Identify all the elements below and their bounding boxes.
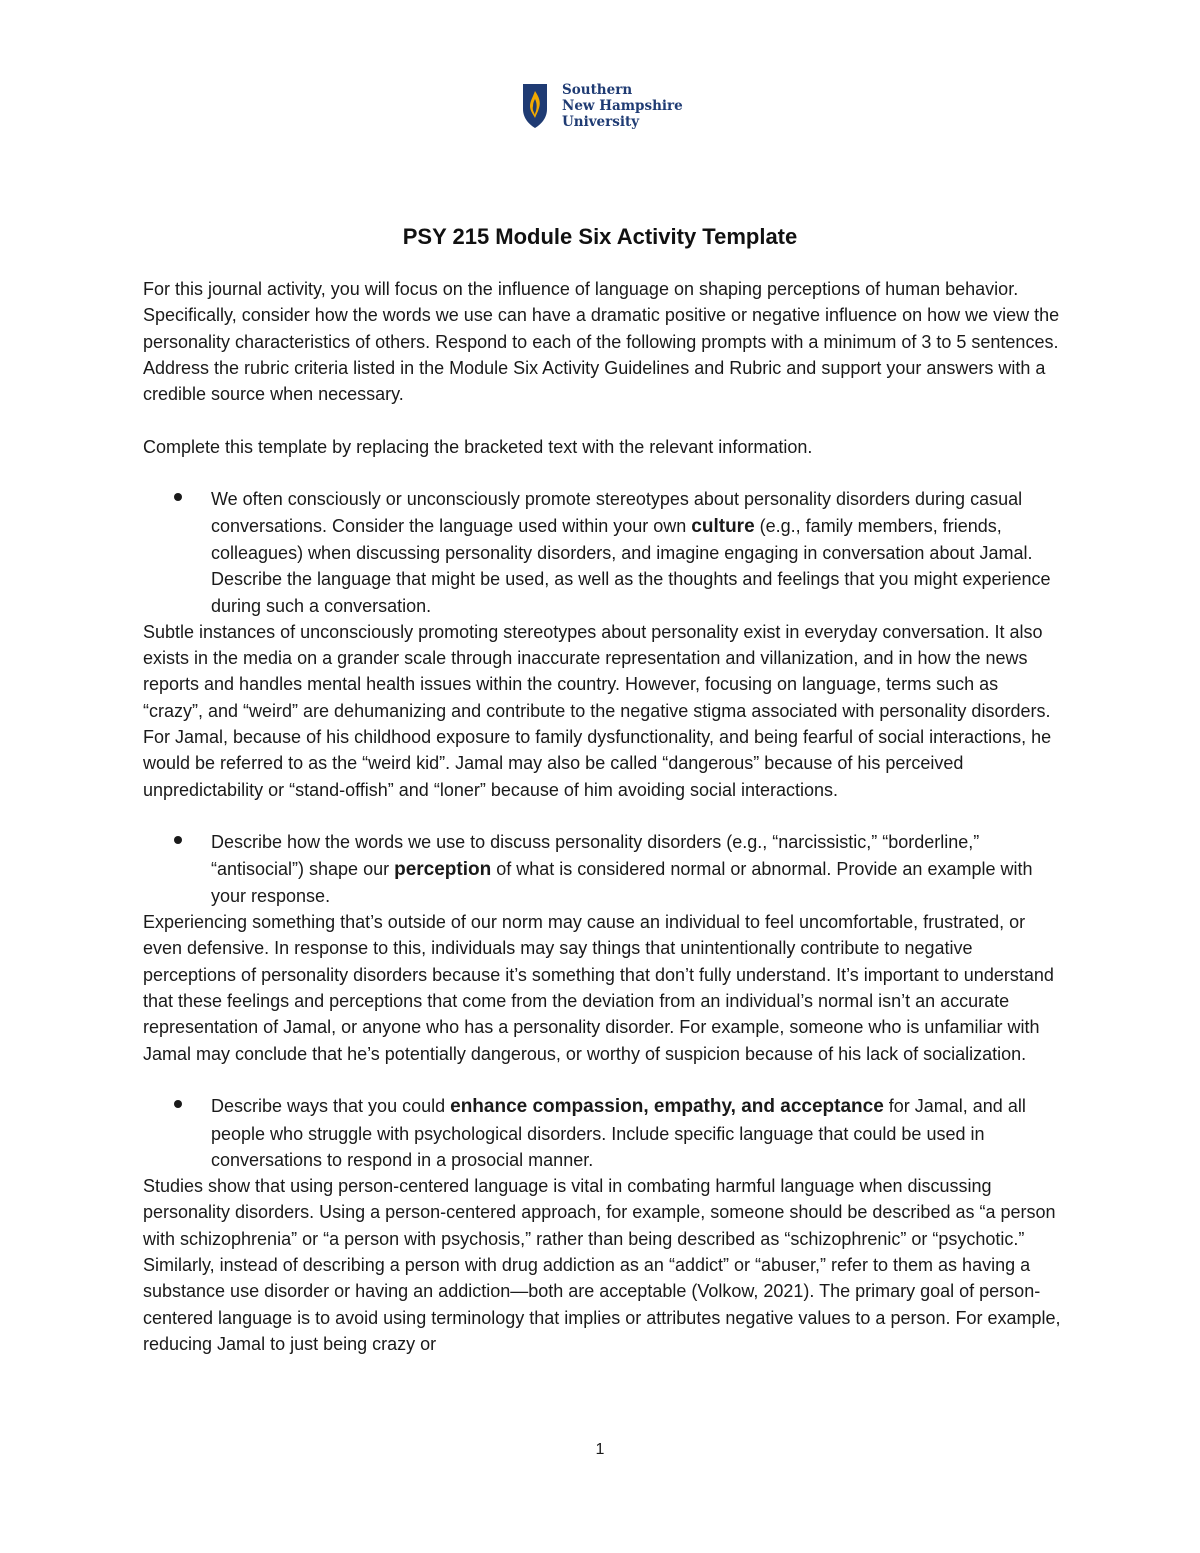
prompt-2-text-before: Describe how the words we use to discuss personality disorders (e.g., “narcissistic,” “borderline,” “antisocial”) shape our bbox=[211, 832, 980, 879]
document-body bbox=[143, 276, 1063, 1357]
bullet-icon bbox=[174, 493, 182, 501]
page-number: 1 bbox=[595, 1441, 605, 1458]
university-logo bbox=[522, 82, 683, 130]
prompt-1-text-before: We often consciously or unconsciously promote stereotypes about personality disorders during casual conversations. Consider the language used within your own bbox=[211, 489, 1023, 536]
intro-paragraph: For this journal activity, you will focus on the influence of language on shaping perceptions of human behavior. Specifically, consider how the words we use can have a dramatic positive or negative influence on how we view the personality characteristics of others. Respond to each of the following prompts with a minimum of 3 to 5 sentences. Address the rubric criteria listed in the Module Six Activity Guidelines and Rubric and support your answers with a credible source when necessary. bbox=[143, 279, 1060, 405]
shield-flame-icon bbox=[522, 83, 548, 129]
answer-1: Subtle instances of unconsciously promoting stereotypes about personality exist in everyday conversation. It also exists in the media on a grander scale through inaccurate representation and villanization, and in how the news reports and handles mental health issues within the country. However, focusing on language, terms such as “crazy”, and “weird” are dehumanizing and contribute to the negative stigma associated with personality disorders. For Jamal, because of his childhood exposure to family dysfunctionality, and being fearful of social interactions, he would be referred to as the “weird kid”. Jamal may also be called “dangerous” because of his perceived unpredictability or “stand-offish” and “loner” because of him avoiding social interactions. bbox=[143, 621, 1052, 800]
prompt-2-text-after: of what is considered normal or abnormal. Provide an example with your response. bbox=[211, 858, 1033, 906]
document-title: PSY 215 Module Six Activity Template bbox=[402, 224, 798, 249]
bullet-icon bbox=[174, 836, 182, 844]
prompt-1-text-after: (e.g., family members, friends, colleagues) when discussing personality disorders, and imagine engaging in conversation about Jamal. Describe the language that might be used, as well as the thoughts and feelings that you might experience during such a conversation. bbox=[211, 515, 1051, 616]
prompt-2-emphasis: perception bbox=[394, 858, 492, 880]
instruction-paragraph: Complete this template by replacing the bracketed text with the relevant information. bbox=[143, 436, 813, 457]
answer-2: Experiencing something that’s outside of our norm may cause an individual to feel uncomfortable, frustrated, or even defensive. In response to this, individuals may say things that unintentionally contribute to negative perceptions of personality disorders because it’s something that don’t fully understand. It’s important to understand that these feelings and perceptions that come from the deviation from an individual’s normal isn’t an accurate representation of Jamal, or anyone who has a personality disorder. For example, someone who is unfamiliar with Jamal may conclude that he’s potentially dangerous, or worthy of suspicion because of his lack of socialization. bbox=[143, 912, 1054, 1064]
logo-line-2: New Hampshire bbox=[562, 98, 683, 114]
logo-line-3: University bbox=[562, 114, 640, 130]
prompt-1-emphasis: culture bbox=[691, 515, 755, 537]
answer-3: Studies show that using person-centered language is vital in combating harmful language when discussing personality disorders. Using a person-centered approach, for example, someone should be described as “a person with schizophrenia” or “a person with psychosis,” rather than being described as “schizophrenic” or “psychotic.” Similarly, instead of describing a person with drug addiction as an “addict” or “abuser,” refer to them as having a substance use disorder or having an addiction—both are acceptable (Volkow, 2021). The primary goal of person-centered language is to avoid using terminology that implies or attributes negative values to a person. For example, reducing Jamal to just being crazy or bbox=[143, 1176, 1061, 1354]
prompt-3-text-after: for Jamal, and all people who struggle with psychological disorders. Include specific language that could be used in conversations to respond in a prosocial manner. bbox=[211, 1096, 1026, 1170]
bullet-icon bbox=[174, 1100, 182, 1108]
logo-line-1: Southern bbox=[562, 82, 633, 98]
prompt-2 bbox=[143, 829, 1063, 909]
prompt-3-text-before: Describe ways that you could bbox=[211, 1096, 451, 1117]
logo-wordmark bbox=[562, 82, 683, 130]
prompt-3 bbox=[143, 1093, 1063, 1173]
prompt-3-emphasis: enhance compassion, empathy, and acceptance bbox=[450, 1096, 884, 1118]
prompt-1 bbox=[143, 486, 1063, 618]
